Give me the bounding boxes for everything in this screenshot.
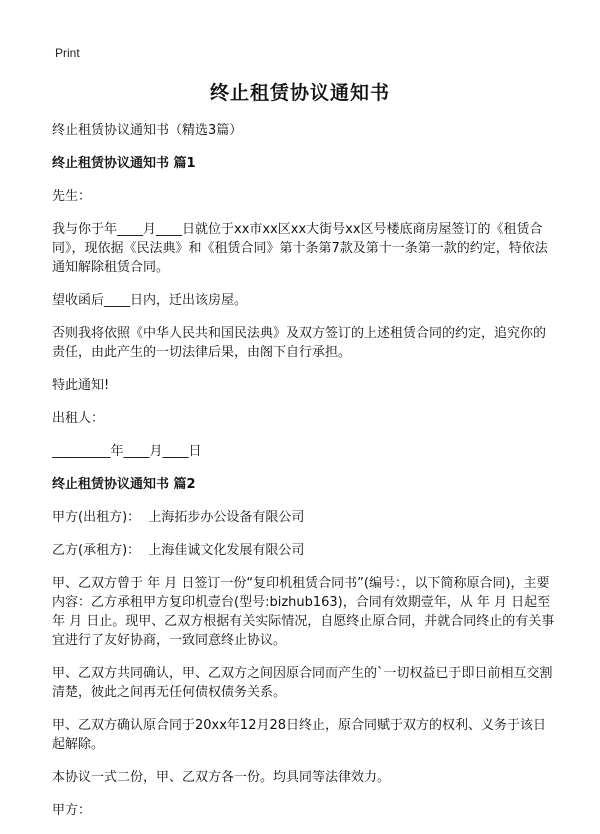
- section2-party-a: 甲方(出租方)： 上海拓步办公设备有限公司: [52, 510, 305, 525]
- section2-paragraph-4: 本协议一式二份，甲、乙双方各一份。均具同等法律效力。: [52, 770, 391, 785]
- section1-paragraph-4: 特此通知!: [52, 378, 110, 393]
- section2-paragraph-3: 甲、乙双方确认原合同于20xx年12月28日终止，原合同赋于双方的权利、义务于该日起解除。: [52, 718, 547, 752]
- section1-salutation: 先生：: [52, 189, 92, 204]
- section2-party-b: 乙方(承租方)： 上海佳诚文化发展有限公司: [52, 543, 305, 558]
- section2-heading: 终止租赁协议通知书 篇2: [52, 477, 196, 492]
- section1-paragraph-3: 否则我将依照《中华人民共和国民法典》及双方签订的上述租赁合同的约定，追究你的责任，由此产生的一切法律后果，由阁下自行承担。: [52, 326, 547, 360]
- intro-line: 终止租赁协议通知书（精选3篇）: [52, 123, 243, 138]
- section2-party-a-sign: 甲方：: [52, 803, 92, 818]
- document-body: [52, 121, 557, 834]
- section2-paragraph-1: 甲、乙双方曾于 年 月 日签订一份“复印机租赁合同书”(编号：，以下简称原合同)，主要内容：乙方承租甲方复印机壹台(型号:bizhub163)，合同有效期壹年，从 年 月 日起至 年 月 日止。现甲、乙双方根据有关实际情况，自愿终止原合同，并就合同终止的有关事宜进行了友好协商，一致同意终止协议。: [52, 576, 555, 648]
- section1-date-line: _________年____月____日: [52, 444, 202, 459]
- section2-paragraph-2: 甲、乙双方共同确认，甲、乙双方之间因原合同而产生的`一切权益已于即日前相互交割清楚，彼此之间再无任何债权债务关系。: [52, 666, 553, 700]
- print-label: Print: [55, 46, 80, 60]
- section1-paragraph-1: 我与你于年____月____日就位于xx市xx区xx大街号xx区号楼底商房屋签订的《租赁合同》，现依据《民法典》和《租赁合同》第十条第7款及第十一条第一款的约定，特依法通知解除租赁合同。: [52, 222, 548, 275]
- document-title: 终止租赁协议通知书: [209, 82, 390, 104]
- section1-paragraph-2: 望收函后____日内，迁出该房屋。: [52, 293, 248, 308]
- section1-lessor: 出租人：: [52, 411, 105, 426]
- section1-heading: 终止租赁协议通知书 篇1: [52, 156, 196, 171]
